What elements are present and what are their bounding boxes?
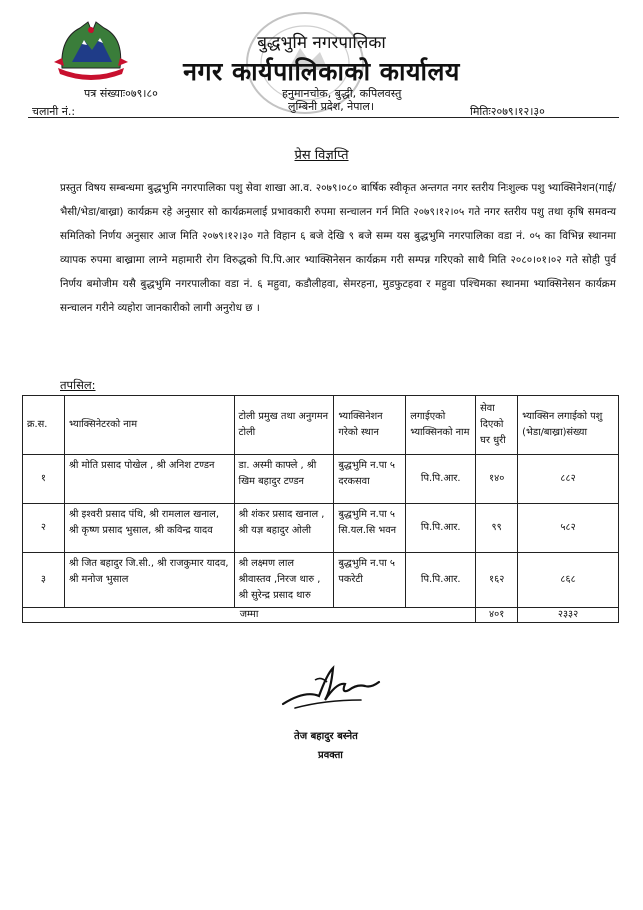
header-location: भ्याक्सिनेशन गरेको स्थान (334, 396, 406, 455)
signatory-role: प्रवक्ता (318, 750, 343, 761)
reference-number: पत्र संख्याः०७९।८० (84, 87, 158, 100)
cell-animal-count: ८८२ (518, 455, 619, 504)
cell-serial: ३ (23, 553, 65, 608)
table-row (23, 504, 619, 553)
table-header-row (23, 396, 619, 455)
cell-households: १४० (476, 455, 518, 504)
total-households: ४०१ (476, 608, 518, 623)
table-row (23, 553, 619, 608)
cell-households: १६२ (476, 553, 518, 608)
header-divider (28, 117, 619, 118)
cell-team-lead: श्री लक्ष्मण लाल श्रीवास्तव ,निरज थारु , श्री सुरेन्द्र प्रसाद थारु (234, 553, 334, 608)
address-line-1: हनुमानचोक, बुद्धी, कपिलवस्तु (282, 87, 402, 100)
cell-animal-count: ५८२ (518, 504, 619, 553)
cell-vaccine-name: पि.पि.आर. (406, 455, 476, 504)
cell-location: बुद्धभुमि न.पा ५ दरकसवा (334, 455, 406, 504)
cell-households: ९९ (476, 504, 518, 553)
header-vaccine-name: लगाईएको भ्याक्सिनको नाम (406, 396, 476, 455)
header-households: सेवा दिएको घर धुरी (476, 396, 518, 455)
cell-team-lead: डा. अस्मी काफ्ले , श्री खिम बहादुर टण्डन (234, 455, 334, 504)
cell-team-lead: श्री शंकर प्रसाद खनाल , श्री यज्ञ बहादुर ओली (234, 504, 334, 553)
cell-serial: २ (23, 504, 65, 553)
vaccination-table (22, 395, 619, 623)
signatory-name: तेज बहादुर बस्नेत (294, 731, 358, 742)
cell-vaccine-name: पि.पि.आर. (406, 553, 476, 608)
cell-location: बुद्धभुमि न.पा ५ पकरेटी (334, 553, 406, 608)
header-animal-count: भ्याक्सिन लगाईको पशु (भेडा/बाख्रा)संख्या (518, 396, 619, 455)
total-animals: २३३२ (518, 608, 619, 623)
total-label: जम्मा (23, 608, 476, 623)
header-team-lead: टोली प्रमुख तथा अनुगमन टोली (234, 396, 334, 455)
header-serial: क्र.स. (23, 396, 65, 455)
cell-vaccine-name: पि.पि.आर. (406, 504, 476, 553)
table-total-row (23, 608, 619, 623)
cell-vaccinator: श्री मोति प्रसाद पोखेल , श्री अनिश टण्डन (64, 455, 234, 504)
signature-icon (275, 660, 385, 716)
cell-animal-count: ८६८ (518, 553, 619, 608)
details-label: तपसिल: (60, 378, 96, 392)
document-title: प्रेस विज्ञप्ति (294, 148, 349, 163)
address-line-2: लुम्बिनी प्रदेश, नेपाल। (288, 100, 375, 113)
office-title: नगर कार्यपालिकाको कार्यालय (183, 57, 460, 86)
dispatch-number: चलानी नं.: (32, 105, 76, 118)
cell-vaccinator: श्री जित बहादुर जि.सी., श्री राजकुमार यादव, श्री मनोज भुसाल (64, 553, 234, 608)
header-vaccinator: भ्याक्सिनेटरको नाम (64, 396, 234, 455)
document-date: मितिः२०७९।१२।३० (470, 105, 545, 118)
cell-vaccinator: श्री इश्वरी प्रसाद पंथि, श्री रामलाल खनाल, श्री कृष्ण प्रसाद भुसाल, श्री कविन्द्र यादव (64, 504, 234, 553)
cell-serial: १ (23, 455, 65, 504)
municipality-name: बुद्धभुमि नगरपालिका (257, 33, 386, 53)
table-row (23, 455, 619, 504)
press-release-body: प्रस्तुत विषय सम्बन्धमा बुद्धभुमि नगरपालिका पशु सेवा शाखा आ.व. २०७९।०८० बार्षिक स्वीकृत अन्तगत नगर स्तरीय निःशुल्क पशु भ्याक्सिनेशन(गाई/भैसी/भेडा/बाख्रा) कार्यक्रम रहे अनुसार सो कार्यक्रमलाई प्रभावकारी रुपमा सन्चालन गर्न मिति २०७९।१२।०५ गते नगर स्तरीय पशु तथा कृषि समवन्य समितिको निर्णय अनुसार आज मिति २०७९।१२।३० गते विहान ६ बजे देखि ९ बजे सम्म यस बुद्धभुमि नगरपालिका वडा नं. ०५ का विभिन्न स्थानमा व्यापक रुपमा बाख्रामा लाग्ने महामारी रोग विरुद्धको पि.पि.आर भ्याक्सिनेसन कार्यक्रम गरी सम्पन्न गरिएको साथै मिति २०८०।०१।०२ गते सोही पुर्व निर्णय बमोजीम यसै बुद्धभुमि नगरपालीका वडा नं. ६ महुवा, कडौलीहवा, सेमरहना, मुडफुटहवा र महुवा पश्चिमका स्थानमा भ्याक्सिनेसन कार्यक्रम सन्चालन गरीने व्यहोरा जानकारीको लागी अनुरोध छ । (60, 182, 616, 314)
cell-location: बुद्धभुमि न.पा ५ सि.यल.सि भवन (334, 504, 406, 553)
